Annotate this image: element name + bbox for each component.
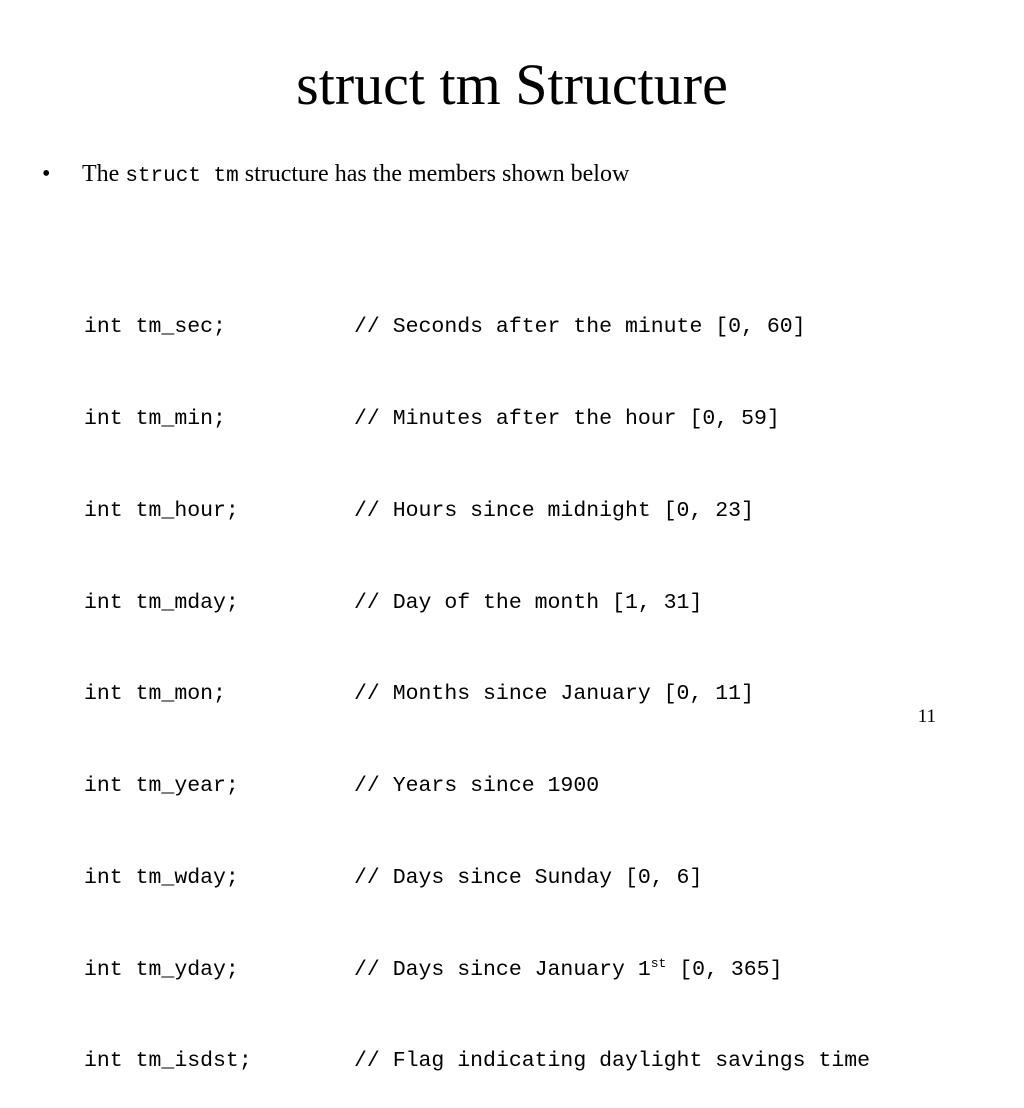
code-declaration: int tm_isdst;	[84, 1049, 252, 1074]
code-comment: // Seconds after the minute [0, 60]	[354, 315, 806, 340]
page-number: 11	[917, 706, 936, 727]
code-declaration: int tm_yday;	[84, 957, 239, 982]
code-line	[84, 496, 870, 527]
code-comment: // Months since January [0, 11]	[354, 682, 754, 707]
code-line	[84, 771, 870, 802]
code-line	[84, 1046, 870, 1077]
bullet-text-before: The	[82, 161, 126, 187]
code-comment-text: // Days since January 1	[354, 957, 651, 982]
inline-code: struct tm	[125, 165, 239, 188]
slide-title: struct tm Structure	[296, 52, 728, 117]
code-comment-text-after: [0, 365]	[666, 957, 783, 982]
code-declaration: int tm_wday;	[84, 865, 239, 890]
ordinal-superscript: st	[650, 955, 667, 971]
code-comment: // Days since Sunday [0, 6]	[354, 865, 703, 890]
code-line	[84, 955, 870, 986]
code-declaration: int tm_hour;	[84, 498, 239, 523]
code-line	[84, 312, 870, 343]
code-comment: // Flag indicating daylight savings time	[354, 1049, 871, 1074]
code-line	[84, 588, 870, 619]
code-declaration: int tm_min;	[84, 406, 226, 431]
code-comment: // Hours since midnight [0, 23]	[354, 498, 754, 523]
bullet-text-after: structure has the members shown below	[238, 161, 630, 187]
code-comment: // Years since 1900	[354, 774, 600, 799]
code-block	[84, 251, 870, 1108]
code-declaration: int tm_mday;	[84, 590, 239, 615]
code-comment	[354, 955, 782, 986]
code-declaration: int tm_year;	[84, 774, 239, 799]
bullet-marker: •	[42, 161, 51, 187]
bullet-item	[42, 158, 629, 193]
code-declaration: int tm_sec;	[84, 315, 226, 340]
code-comment: // Minutes after the hour [0, 59]	[354, 406, 780, 431]
code-line	[84, 679, 870, 710]
code-comment: // Day of the month [1, 31]	[354, 590, 703, 615]
code-declaration: int tm_mon;	[84, 682, 226, 707]
code-line	[84, 404, 870, 435]
code-line	[84, 863, 870, 894]
